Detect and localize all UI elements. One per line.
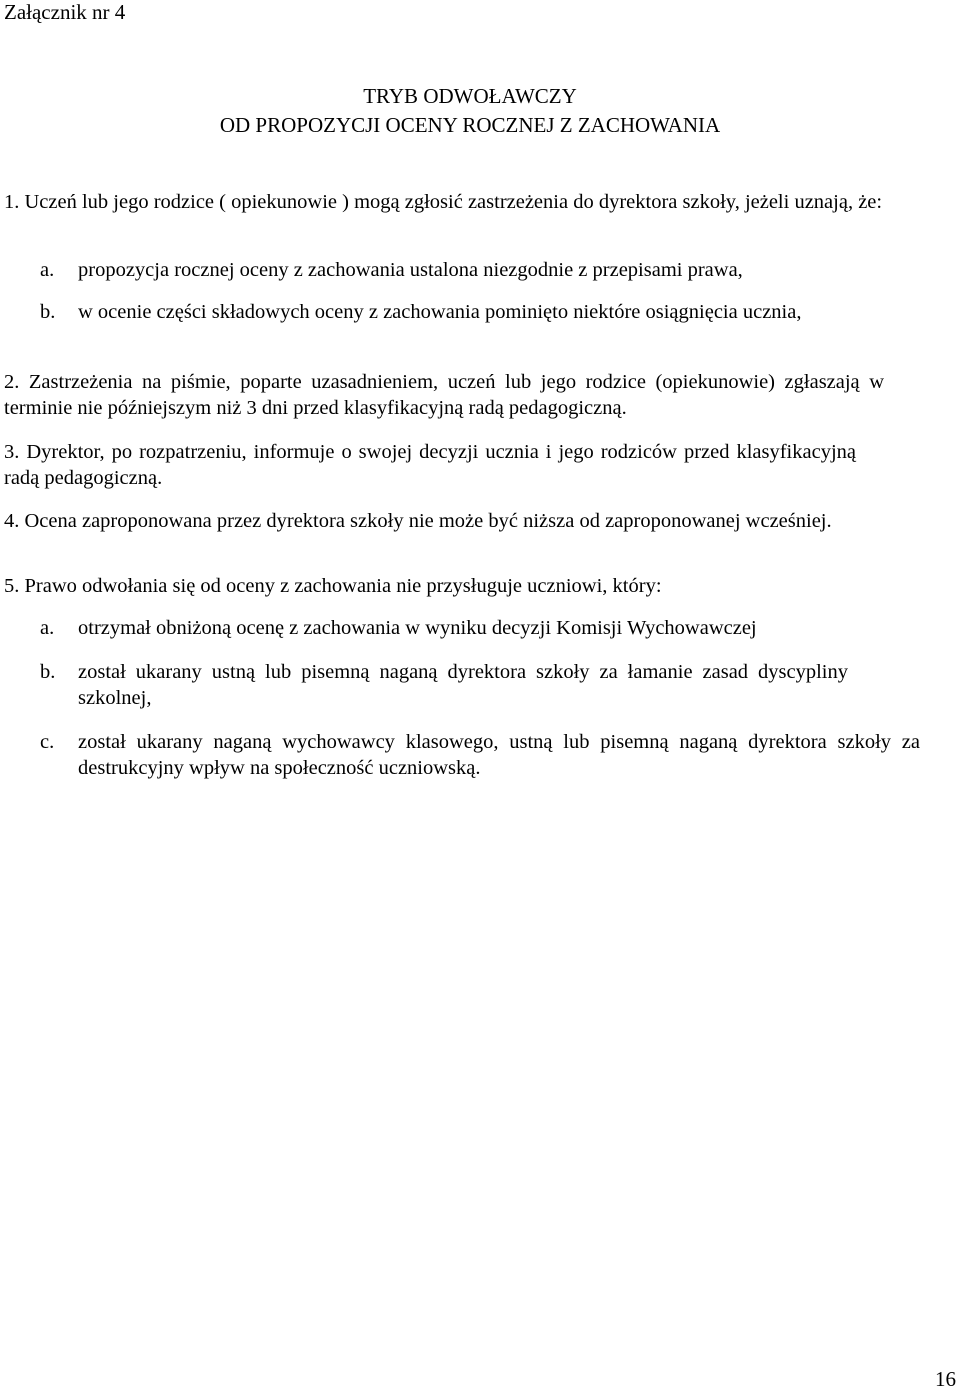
item-label: b. [40, 661, 56, 683]
item-label: a. [40, 259, 55, 281]
section-4-text: 4. Ocena zaproponowana przez dyrektora szkoły nie może być niższa od zaproponowanej wcześniej. [4, 510, 832, 532]
section-3-text: 3. Dyrektor, po rozpatrzeniu, informuje o swojej decyzji ucznia i jego rodziców przed klasyfikacyjną radą pedagogiczną. [4, 441, 856, 489]
item-text: w ocenie części składowych oceny z zachowania pominięto niektóre osiągnięcia ucznia, [78, 301, 802, 323]
item-label: c. [40, 731, 55, 753]
item-label: a. [40, 617, 55, 639]
page-number: 16 [935, 1367, 956, 1391]
annex-label: Załącznik nr 4 [4, 0, 126, 24]
item-text: został ukarany naganą wychowawcy klasowego, ustną lub pisemną naganą dyrektora szkoły za destrukcyjny wpływ na społeczność uczniowską. [78, 731, 920, 779]
item-text: otrzymał obniżoną ocenę z zachowania w wyniku decyzji Komisji Wychowawczej [78, 617, 757, 639]
document-title-line1: TRYB ODWOŁAWCZY [363, 84, 577, 108]
section-2-text: 2. Zastrzeżenia na piśmie, poparte uzasadnieniem, uczeń lub jego rodzice (opiekunowie) zgłaszają w terminie nie późniejszym niż 3 dni przed klasyfikacyjną radą pedagogiczną. [4, 371, 884, 419]
document-title-line2: OD PROPOZYCJI OCENY ROCZNEJ Z ZACHOWANIA [219, 113, 721, 137]
item-text: propozycja rocznej oceny z zachowania ustalona niezgodnie z przepisami prawa, [78, 259, 743, 281]
item-text: został ukarany ustną lub pisemną naganą dyrektora szkoły za łamanie zasad dyscypliny szkolnej, [78, 661, 848, 709]
item-label: b. [40, 301, 56, 323]
section-5-text: 5. Prawo odwołania się od oceny z zachowania nie przysługuje uczniowi, który: [4, 575, 662, 597]
section-1-text: 1. Uczeń lub jego rodzice ( opiekunowie ) mogą zgłosić zastrzeżenia do dyrektora szkoły, jeżeli uznają, że: [4, 191, 883, 213]
